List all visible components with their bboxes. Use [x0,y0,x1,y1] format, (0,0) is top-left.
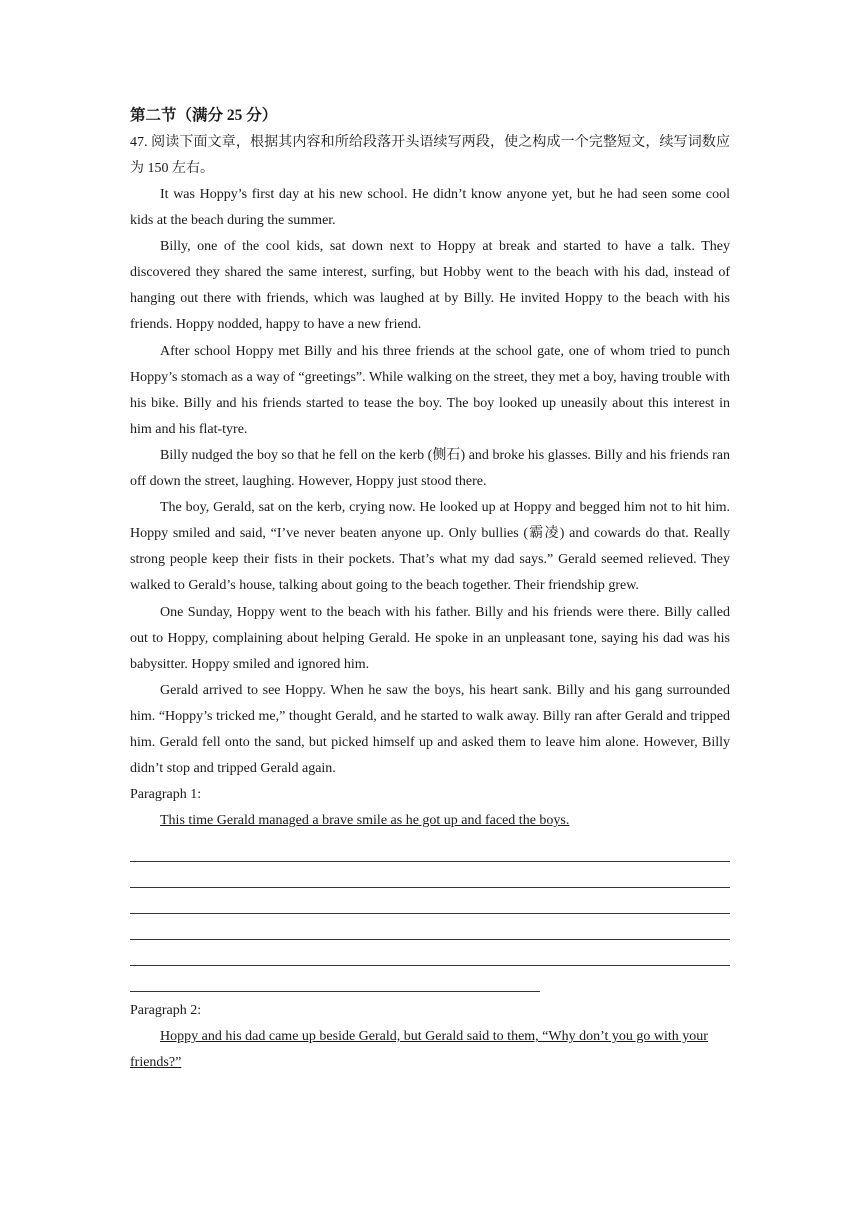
writing-line[interactable] [130,914,730,940]
writing-line[interactable] [130,966,540,992]
story-paragraph-2: Billy, one of the cool kids, sat down next to Hoppy at break and started to have a talk. They discovered they shared the same interest, surfing, but Hobby went to the beach with his dad, instead of hanging out there with friends, which was laughed at by Billy. He invited Hoppy to the beach with his friends. Hoppy nodded, happy to have a new friend. [130,239,730,333]
paragraph-2-label: Paragraph 2: [130,1003,202,1019]
writing-line[interactable] [130,888,730,914]
section-title: 第二节（满分 25 分） [130,107,278,124]
paragraph-1-starter [130,808,730,834]
paragraph-2-starter-text: Hoppy and his dad came up beside Gerald, but Gerald said to them, “Why don’t you go with your friends?” [130,1029,708,1071]
story-paragraph-5: The boy, Gerald, sat on the kerb, crying now. He looked up at Hoppy and begged him not to hit him. Hoppy smiled and said, “I’ve never beaten anyone up. Only bullies (霸凌) and cowards do that. Really strong people keep their fists in their pockets. That’s what my dad says.” Gerald seemed relieved. They walked to Gerald’s house, talking about going to the beach together. Their friendship grew. [130,500,730,594]
writing-line[interactable] [130,940,730,966]
paragraph-2-starter [130,1024,730,1076]
paragraph-1-writing-area[interactable] [130,840,730,992]
story-paragraph-4: Billy nudged the boy so that he fell on the kerb (侧石) and broke his glasses. Billy and his friends ran off down the street, laughing. However, Hoppy just stood there. [130,447,730,490]
writing-line[interactable] [130,862,730,888]
paragraph-1-label: Paragraph 1: [130,787,202,803]
paragraph-1-starter-text: This time Gerald managed a brave smile as he got up and faced the boys. [160,813,570,829]
question-instruction: 47. 阅读下面文章，根据其内容和所给段落开头语续写两段，使之构成一个完整短文，续写词数应为 150 左右。 [130,135,730,176]
story-paragraph-3: After school Hoppy met Billy and his three friends at the school gate, one of whom tried to punch Hoppy’s stomach as a way of “greetings”. While walking on the street, they met a boy, having trouble with his bike. Billy and his friends started to tease the boy. The boy looked up uneasily about this interest in him and his flat-tyre. [130,343,730,437]
story-paragraph-1: It was Hoppy’s first day at his new school. He didn’t know anyone yet, but he had seen some cool kids at the beach during the summer. [130,187,730,229]
story-paragraph-7: Gerald arrived to see Hoppy. When he saw the boys, his heart sank. Billy and his gang surrounded him. “Hoppy’s tricked me,” thought Gerald, and he started to walk away. Billy ran after Gerald and tripped him. Gerald fell onto the sand, but picked himself up and asked them to leave him alone. However, Billy didn’t stop and tripped Gerald again. [130,682,730,777]
story-paragraph-6: One Sunday, Hoppy went to the beach with his father. Billy and his friends were there. Billy called out to Hoppy, complaining about helping Gerald. He spoke in an unpleasant tone, saying his dad was his babysitter. Hoppy smiled and ignored him. [130,604,730,672]
writing-line[interactable] [130,840,730,862]
exam-page [130,104,730,1076]
